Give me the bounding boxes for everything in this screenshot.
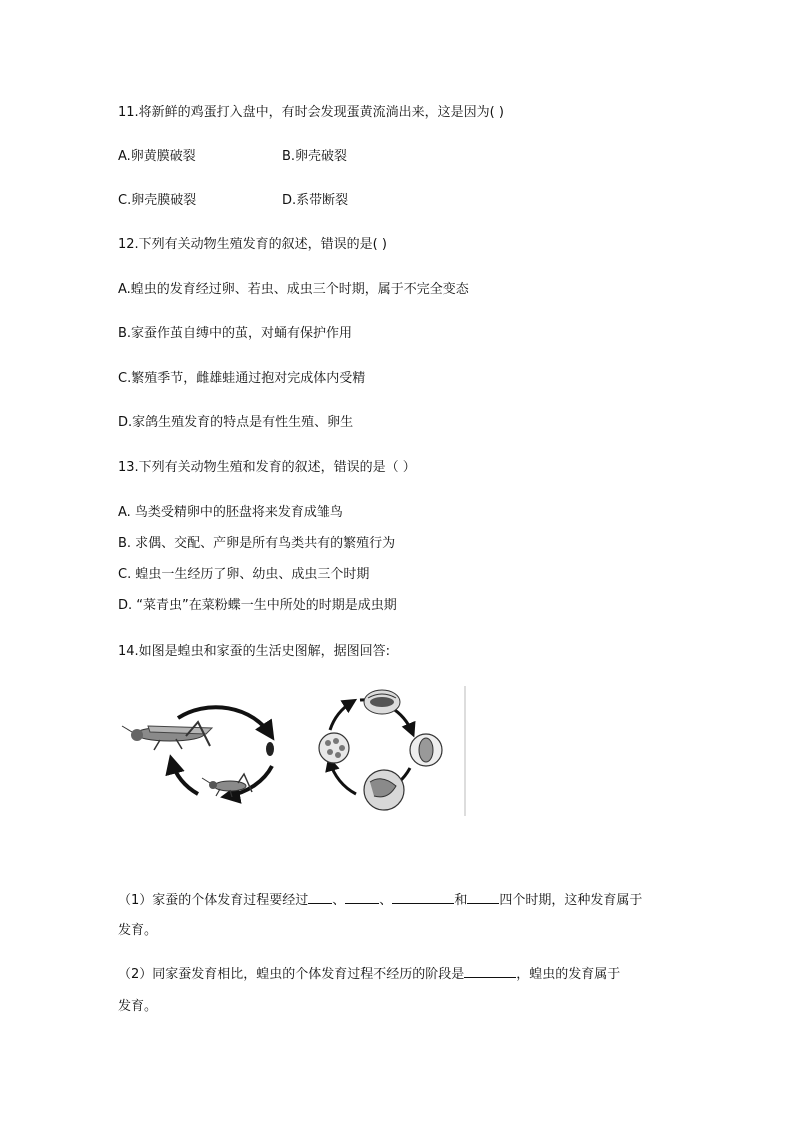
q13-option-c: C. 蝗虫一生经历了卵、幼虫、成虫三个时期 [118, 567, 370, 582]
q12-option-b: B.家蚕作茧自缚中的茧，对蛹有保护作用 [118, 326, 353, 341]
q14-p1-and: 和 [454, 893, 468, 908]
q11-option-a: A.卵黄膜破裂 [118, 149, 196, 164]
q14-p1-sep-1: 、 [332, 893, 346, 908]
q13-option-d: D. “菜青虫”在菜粉蝶一生中所处的时期是成虫期 [118, 598, 397, 613]
q14-part-1-line-2: 发育。 [118, 923, 158, 938]
grasshopper-life-cycle [122, 707, 274, 797]
q13-option-a: A. 鸟类受精卵中的胚盘将来发育成雏鸟 [118, 505, 343, 520]
q14-p2-prefix: （2）同家蚕发育相比，蝗虫的个体发育过程不经历的阶段是 [118, 967, 465, 982]
q14-p1-sep-2: 、 [379, 893, 393, 908]
q14-p2-suffix: ，蝗虫的发育属于 [516, 967, 621, 982]
answer-blank-5[interactable] [464, 964, 516, 978]
q14-p1-prefix: （1）家蚕的个体发育过程要经过 [118, 893, 309, 908]
silkworm-life-cycle [319, 686, 465, 816]
q14-p1-suffix: 四个时期，这种发育属于 [499, 893, 643, 908]
life-cycle-figure [120, 686, 470, 818]
larva-icon [364, 770, 404, 810]
answer-blank-4[interactable] [467, 890, 499, 904]
q12-option-a: A.蝗虫的发育经过卵、若虫、成虫三个时期，属于不完全变态 [118, 282, 469, 297]
question-13-stem: 13.下列有关动物生殖和发育的叙述，错误的是（ ） [118, 460, 416, 475]
q12-option-c: C.繁殖季节，雌雄蛙通过抱对完成体内受精 [118, 371, 366, 386]
question-11-stem: 11.将新鲜的鸡蛋打入盘中，有时会发现蛋黄流淌出来，这是因为( ) [118, 105, 504, 120]
egg-icon [266, 742, 274, 756]
adult-moth-icon [364, 690, 400, 714]
answer-blank-3[interactable] [392, 890, 454, 904]
q14-part-2 [118, 964, 620, 984]
eggs-icon [319, 733, 349, 763]
question-12-stem: 12.下列有关动物生殖发育的叙述，错误的是( ) [118, 237, 387, 252]
nymph-grasshopper-icon [202, 774, 252, 797]
question-14-stem: 14.如图是蝗虫和家蚕的生活史图解，据图回答: [118, 644, 391, 659]
q14-part-1 [118, 890, 642, 910]
q11-option-c: C.卵壳膜破裂 [118, 193, 197, 208]
answer-blank-1[interactable] [308, 890, 332, 904]
q11-option-d: D.系带断裂 [282, 193, 349, 208]
cocoon-icon [410, 734, 442, 766]
q11-option-b: B.卵壳破裂 [282, 149, 348, 164]
q12-option-d: D.家鸽生殖发育的特点是有性生殖、卵生 [118, 415, 354, 430]
answer-blank-2[interactable] [345, 890, 379, 904]
q13-option-b: B. 求偶、交配、产卵是所有鸟类共有的繁殖行为 [118, 536, 396, 551]
adult-grasshopper-icon [122, 722, 212, 750]
q14-part-2-line-2: 发育。 [118, 999, 158, 1014]
